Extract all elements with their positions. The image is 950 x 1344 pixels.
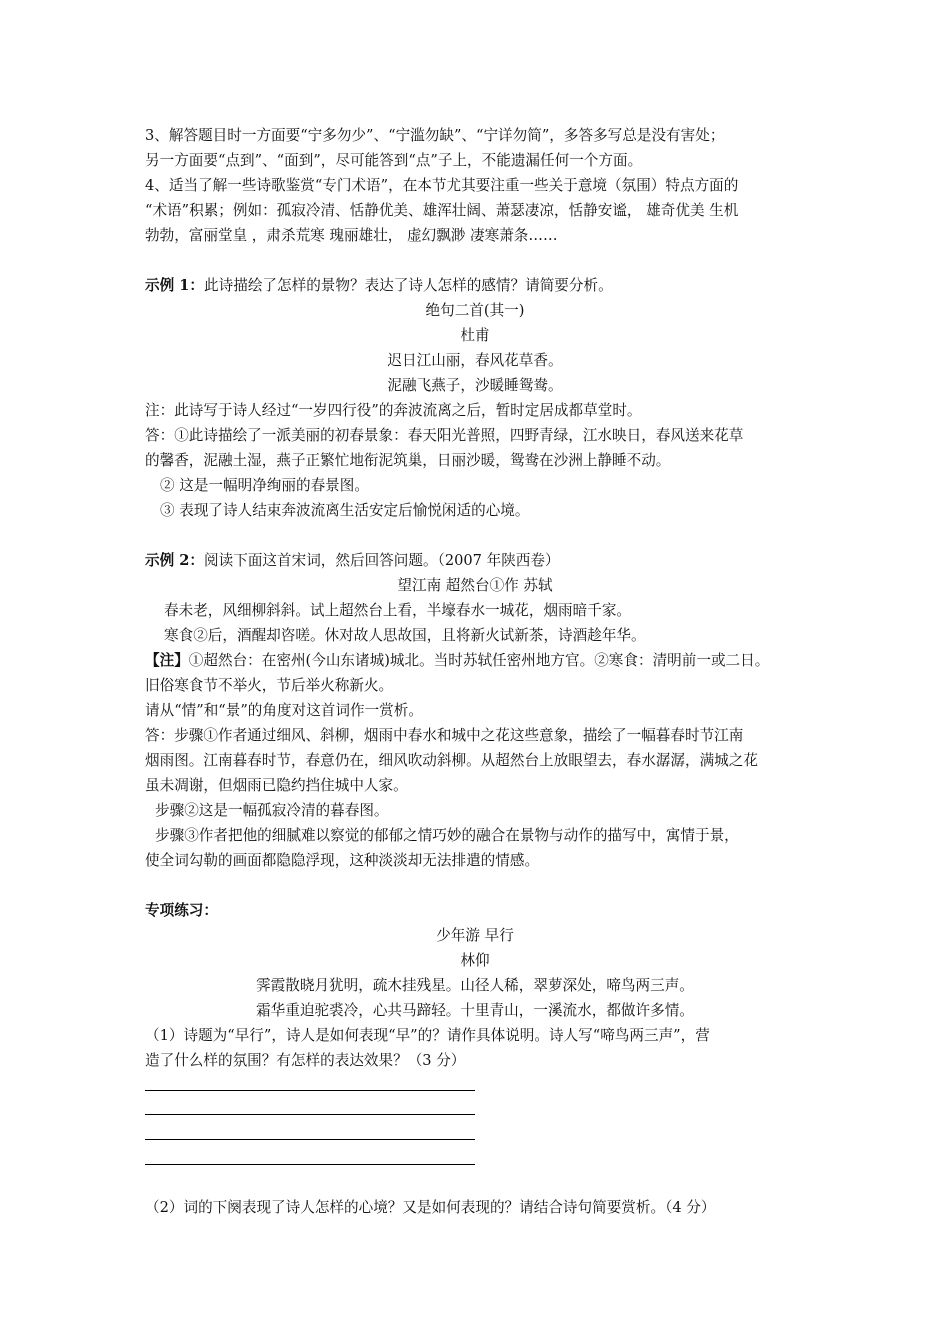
- example2-ci-title: 望江南 超然台①作 苏轼: [397, 577, 553, 594]
- example2-note-line1: [145, 651, 769, 671]
- tip4-line3: 勃勃，富丽堂皇 ，肃杀荒寒 瑰丽雄壮， 虚幻飘渺 凄寒萧条……: [145, 227, 558, 244]
- example1-note: 注：此诗写于诗人经过“一岁四行役”的奔波流离之后，暂时定居成都草堂时。: [145, 402, 642, 419]
- example1-poem-title: 绝句二首(其一): [425, 302, 525, 319]
- example2-answer-line2: 烟雨图。江南暮春时节，春意仍在，细风吹动斜柳。从超然台上放眼望去，春水潺潺，满城之花: [145, 752, 758, 769]
- answer-blank-line: [145, 1090, 475, 1091]
- practice-poem-line2: 霜华重迫驼裘冷，心共马蹄轻。十里青山，一溪流水，都做许多情。: [256, 1002, 694, 1019]
- answer-blank-line: [145, 1114, 475, 1115]
- example2-note-line2: 旧俗寒食节不举火，节后举火称新火。: [145, 677, 394, 694]
- example1-answer-line1: 答：①此诗描绘了一派美丽的初春景象：春天阳光普照，四野青绿，江水映日，春风送来花草: [145, 427, 744, 444]
- example1-answer-line2: 的馨香，泥融土湿，燕子正繁忙地衔泥筑巢，日丽沙暖，鸳鸯在沙洲上静睡不动。: [145, 452, 671, 469]
- example1-label: 示例 1：: [145, 277, 205, 294]
- example2-label: 示例 2：: [145, 552, 205, 569]
- example1-answer-line3: ② 这是一幅明净绚丽的春景图。: [160, 477, 369, 494]
- practice-poem-line1: 霁霞散晓月犹明，疏木挂残星。山径人稀，翠萝深处，啼鸟两三声。: [256, 977, 694, 994]
- example2-question-line: [145, 551, 560, 571]
- example2-answer-line4: 步骤②这是一幅孤寂冷清的暮春图。: [155, 802, 389, 819]
- practice-question1-line1: （1）诗题为“早行”，诗人是如何表现“早”的？请作具体说明。诗人写“啼鸟两三声”，营: [145, 1027, 710, 1044]
- example2-answer-line1: 答：步骤①作者通过细风、斜柳，烟雨中春水和城中之花这些意象，描绘了一幅暮春时节江南: [145, 727, 744, 744]
- tip4-line1: 4、适当了解一些诗歌鉴赏“专门术语”，在本节尤其要注重一些关于意境（氛围）特点方面的: [145, 177, 739, 194]
- practice-question2: （2）词的下阕表现了诗人怎样的心境？又是如何表现的？请结合诗句简要赏析。（4 分）: [145, 1199, 716, 1216]
- practice-poem-author: 林仰: [460, 952, 490, 969]
- answer-blank-line: [145, 1164, 475, 1165]
- tip3-line1: 3、解答题目时一方面要“宁多勿少”、“宁滥勿缺”、“宁详勿简”，多答多写总是没有害处；: [145, 127, 725, 144]
- example2-question: 阅读下面这首宋词，然后回答问题。（2007 年陕西卷）: [204, 552, 560, 569]
- example2-ci-line2: 寒食②后，酒醒却咨嗟。休对故人思故国，且将新火试新茶，诗酒趁年华。: [164, 627, 646, 644]
- practice-question1-line2: 造了什么样的氛围？有怎样的表达效果？（3 分）: [145, 1052, 466, 1069]
- example2-note-text: ①超然台：在密州(今山东诸城)城北。当时苏轼任密州地方官。②寒食：清明前一或二日。: [188, 652, 770, 669]
- example2-answer-line5: 步骤③作者把他的细腻难以察觉的郁郁之情巧妙的融合在景物与动作的描写中，寓情于景，: [155, 827, 739, 844]
- practice-heading: 专项练习：: [145, 902, 218, 919]
- example1-question: 此诗描绘了怎样的景物？表达了诗人怎样的感情？请简要分析。: [204, 277, 613, 294]
- example2-answer-line6: 使全词勾勒的画面都隐隐浮现，这种淡淡却无法排遣的情感。: [145, 852, 540, 869]
- example2-answer-line3: 虽未凋谢，但烟雨已隐约挡住城中人家。: [145, 777, 408, 794]
- practice-poem-title: 少年游 早行: [436, 927, 514, 944]
- answer-blank-line: [145, 1139, 475, 1140]
- example2-prompt: 请从“情”和“景”的角度对这首词作一赏析。: [145, 702, 423, 719]
- example1-answer-line4: ③ 表现了诗人结束奔波流离生活安定后愉悦闲适的心境。: [160, 502, 530, 519]
- example1-poem-author: 杜甫: [460, 327, 490, 344]
- example2-ci-line1: 春未老，风细柳斜斜。试上超然台上看，半壕春水一城花，烟雨暗千家。: [164, 602, 632, 619]
- example1-question-line: [145, 276, 613, 296]
- example2-note-label: 【注】: [145, 652, 189, 669]
- example1-poem-line2: 泥融飞燕子，沙暖睡鸳鸯。: [387, 377, 563, 394]
- example1-poem-line1: 迟日江山丽，春风花草香。: [387, 352, 563, 369]
- tip3-line2: 另一方面要“点到”、“面到”，尽可能答到“点”子上，不能遗漏任何一个方面。: [145, 152, 643, 169]
- tip4-line2: “术语”积累；例如：孤寂冷清、恬静优美、雄浑壮阔、萧瑟凄凉，恬静安谧， 雄奇优美 生机: [145, 202, 739, 219]
